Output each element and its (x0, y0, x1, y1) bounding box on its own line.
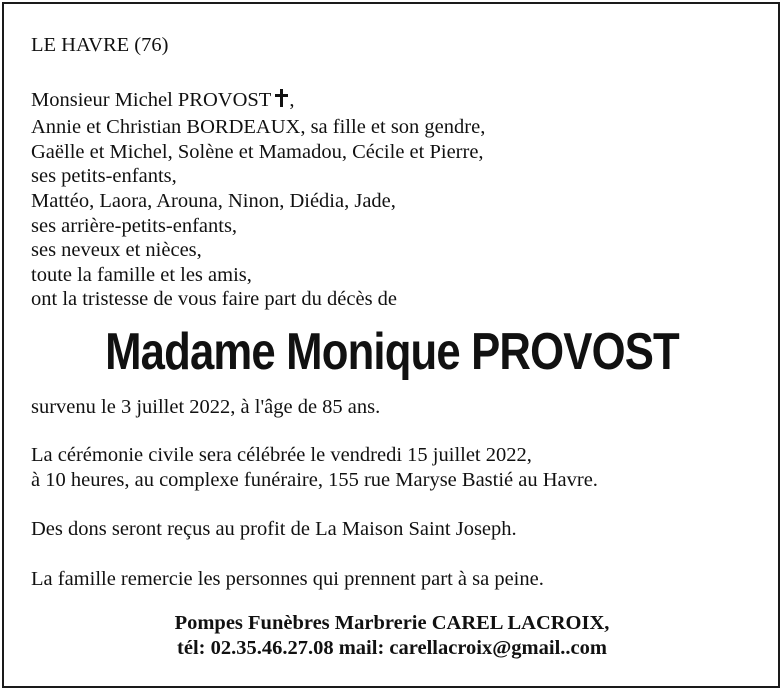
family-line-2: Annie et Christian BORDEAUX, sa fille et son gendre, (31, 116, 486, 138)
family-line-6: ses arrière-petits-enfants, (31, 215, 238, 237)
family-line-9: ont la tristesse de vous faire part du décès de (31, 288, 398, 310)
donations: Des dons seront reçus au profit de La Maison Saint Joseph. (31, 518, 517, 540)
ceremony-line-2: à 10 heures, au complexe funéraire, 155 rue Maryse Bastié au Havre. (31, 469, 598, 491)
cross-icon (275, 89, 289, 107)
deceased-name: Madame Monique PROVOST (105, 323, 679, 381)
ceremony-line-1: La cérémonie civile sera célébrée le vendredi 15 juillet 2022, (31, 444, 532, 466)
family-line-4: ses petits-enfants, (31, 165, 177, 187)
family-line-8: toute la famille et les amis, (31, 264, 252, 286)
spouse-name: Monsieur Michel PROVOST (31, 89, 272, 111)
death-info: survenu le 3 juillet 2022, à l'âge de 85 ans. (31, 396, 381, 418)
thanks: La famille remercie les personnes qui prennent part à sa peine. (31, 568, 544, 590)
family-line-5: Mattéo, Laora, Arouna, Ninon, Diédia, Jade, (31, 190, 396, 212)
family-line-1: Monsieur Michel PROVOST , (31, 89, 295, 111)
family-line-7: ses neveux et nièces, (31, 239, 202, 261)
family-line-3: Gaëlle et Michel, Solène et Mamadou, Cécile et Pierre, (31, 141, 484, 163)
location: LE HAVRE (76) (31, 34, 169, 56)
funeral-home: Pompes Funèbres Marbrerie CAREL LACROIX, (174, 612, 610, 634)
contact: tél: 02.35.46.27.08 mail: carellacroix@gmail..com (177, 637, 607, 659)
